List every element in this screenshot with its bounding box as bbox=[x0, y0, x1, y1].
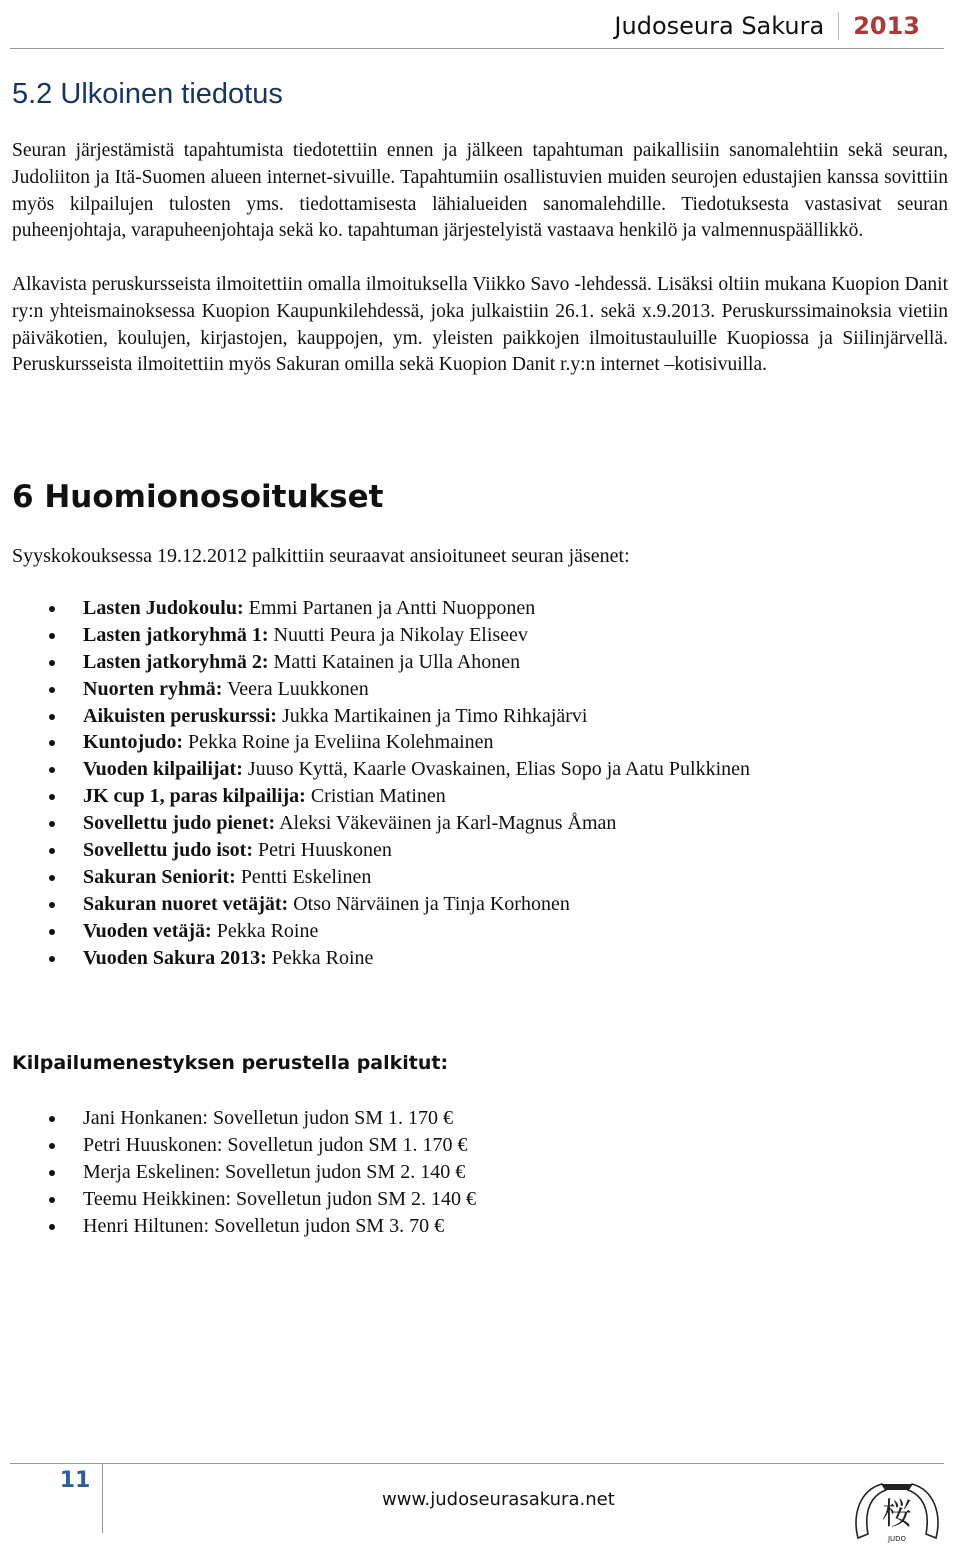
award-label: Vuoden vetäjä: bbox=[83, 919, 212, 942]
award-names: Pentti Eskelinen bbox=[235, 865, 372, 888]
bullet-icon bbox=[49, 1143, 55, 1149]
list-item bbox=[0, 864, 750, 891]
bullet-icon bbox=[49, 1170, 55, 1176]
header-year: 2013 bbox=[853, 12, 920, 40]
award-label: Aikuisten peruskurssi: bbox=[83, 704, 277, 727]
award-label: Lasten jatkoryhmä 1: bbox=[83, 623, 269, 646]
bullet-icon bbox=[49, 1197, 55, 1203]
award-names: Petri Huuskonen bbox=[253, 839, 392, 862]
bullet-icon bbox=[49, 660, 55, 666]
award-label: Sovellettu judo isot: bbox=[83, 839, 253, 862]
paragraph-tiedotus: Seuran järjestämistä tapahtumista tiedotettiin ennen ja jälkeen tapahtuman paikallisiin sanomalehtiin sekä seuran, Judoliiton ja Itä-Suomen alueen internet-sivuille. Tapahtumiin osallistuvien muiden seurojen edustajien kanssa sovittiin myös kilpailujen tulosten yms. tiedottamisesta lähialueiden sanomalehdille. Tiedotuksesta vastasivat seuran puheenjohtaja, varapuheenjohtaja sekä ko. tapahtuman järjestelyistä vastaava henkilö ja valmennuspäällikkö. bbox=[12, 140, 948, 242]
sakura-logo bbox=[852, 1478, 942, 1544]
award-names: Aleksi Väkeväinen ja Karl-Magnus Åman bbox=[275, 812, 617, 835]
list-item bbox=[0, 891, 750, 918]
award-label: Nuorten ryhmä: bbox=[83, 677, 223, 700]
bullet-icon bbox=[49, 1116, 55, 1122]
list-item bbox=[0, 595, 750, 622]
header-divider bbox=[10, 48, 944, 49]
list-item bbox=[0, 703, 750, 730]
bullet-icon bbox=[49, 875, 55, 881]
list-item bbox=[0, 756, 750, 783]
bullet-icon bbox=[49, 929, 55, 935]
award-names: Pekka Roine bbox=[266, 946, 374, 969]
awards-list bbox=[0, 595, 750, 971]
bullet-icon bbox=[49, 767, 55, 773]
paragraph-peruskurssit: Alkavista peruskursseista ilmoitettiin omalla ilmoituksella Viikko Savo -lehdessä. Lisäksi oltiin mukana Kuopion Danit ry:n yhteismainoksessa Kuopion Kaupunkilehdessä, joka julkaistiin 26.1. sekä x.9.2013. Peruskurssimainoksia vietiin päiväkotien, koulujen, kirjastojen, kauppojen, ym. yleisten paikkojen ilmoitustauluille Kuopiossa ja Siilinjärvellä. Peruskursseista ilmoitettiin myös Sakuran omilla sekä Kuopion Danit r.y:n internet –kotisivuilla. bbox=[12, 274, 948, 376]
section-heading-5-2: 5.2 Ulkoinen tiedotus bbox=[12, 78, 283, 110]
footer-url-link[interactable]: www.judoseurasakura.net bbox=[382, 1489, 615, 1510]
footer-vertical-divider bbox=[102, 1463, 103, 1533]
footer-divider bbox=[10, 1463, 944, 1464]
award-names: Nuutti Peura ja Nikolay Eliseev bbox=[268, 623, 528, 646]
list-item bbox=[0, 783, 750, 810]
bullet-icon bbox=[49, 606, 55, 612]
bullet-icon bbox=[49, 633, 55, 639]
section-heading-6: 6 Huomionosoitukset bbox=[12, 479, 384, 515]
bullet-icon bbox=[49, 956, 55, 962]
bullet-icon bbox=[49, 1224, 55, 1230]
list-item bbox=[0, 837, 750, 864]
list-item bbox=[0, 1105, 476, 1132]
bullet-icon bbox=[49, 714, 55, 720]
list-item bbox=[0, 676, 750, 703]
list-item bbox=[0, 1213, 476, 1240]
competition-award-text: Teemu Heikkinen: Sovelletun judon SM 2. 140 € bbox=[83, 1187, 477, 1210]
competition-award-text: Petri Huuskonen: Sovelletun judon SM 1. 170 € bbox=[83, 1133, 468, 1156]
competition-awards-heading: Kilpailumenestyksen perustella palkitut: bbox=[12, 1052, 449, 1074]
logo-glyph: 桜 bbox=[882, 1497, 912, 1532]
competition-awards-list bbox=[0, 1105, 476, 1239]
header-title: Judoseura Sakura bbox=[614, 12, 839, 40]
bullet-icon bbox=[49, 740, 55, 746]
list-item bbox=[0, 1132, 476, 1159]
bullet-icon bbox=[49, 687, 55, 693]
awards-intro: Syyskokouksessa 19.12.2012 palkittiin seuraavat ansioituneet seuran jäsenet: bbox=[12, 545, 630, 567]
award-label: Sakuran Seniorit: bbox=[83, 865, 236, 888]
competition-award-text: Jani Honkanen: Sovelletun judon SM 1. 170 € bbox=[83, 1107, 453, 1129]
list-item bbox=[0, 649, 750, 676]
award-label: Lasten jatkoryhmä 2: bbox=[83, 650, 269, 673]
bullet-icon bbox=[49, 902, 55, 908]
list-item bbox=[0, 622, 750, 649]
award-names: Juuso Kyttä, Kaarle Ovaskainen, Elias Sopo ja Aatu Pulkkinen bbox=[242, 758, 751, 781]
award-names: Emmi Partanen ja Antti Nuopponen bbox=[243, 597, 536, 619]
list-item bbox=[0, 729, 750, 756]
award-label: Vuoden Sakura 2013: bbox=[83, 946, 267, 969]
competition-award-text: Merja Eskelinen: Sovelletun judon SM 2. 140 € bbox=[83, 1160, 466, 1183]
award-names: Pekka Roine bbox=[211, 919, 319, 942]
list-item bbox=[0, 918, 750, 945]
bullet-icon bbox=[49, 794, 55, 800]
page-header bbox=[614, 6, 920, 46]
award-names: Jukka Martikainen ja Timo Rihkajärvi bbox=[276, 704, 588, 727]
award-label: Lasten Judokoulu: bbox=[83, 597, 244, 619]
list-item bbox=[0, 945, 750, 972]
award-names: Veera Luukkonen bbox=[222, 677, 369, 700]
award-label: Kuntojudo: bbox=[83, 731, 184, 754]
award-label: Vuoden kilpailijat: bbox=[83, 758, 243, 781]
logo-text: JUDO bbox=[887, 1535, 907, 1543]
list-item bbox=[0, 1186, 476, 1213]
award-names: Cristian Matinen bbox=[305, 785, 446, 808]
page-number: 11 bbox=[59, 1468, 91, 1493]
award-names: Otso Närväinen ja Tinja Korhonen bbox=[288, 892, 570, 915]
list-item bbox=[0, 1159, 476, 1186]
award-label: JK cup 1, paras kilpailija: bbox=[83, 785, 306, 808]
award-label: Sakuran nuoret vetäjät: bbox=[83, 892, 289, 915]
award-names: Matti Katainen ja Ulla Ahonen bbox=[268, 650, 521, 673]
list-item bbox=[0, 810, 750, 837]
award-names: Pekka Roine ja Eveliina Kolehmainen bbox=[183, 731, 494, 754]
bullet-icon bbox=[49, 848, 55, 854]
award-label: Sovellettu judo pienet: bbox=[83, 812, 276, 835]
competition-award-text: Henri Hiltunen: Sovelletun judon SM 3. 70 € bbox=[83, 1214, 445, 1237]
bullet-icon bbox=[49, 821, 55, 827]
